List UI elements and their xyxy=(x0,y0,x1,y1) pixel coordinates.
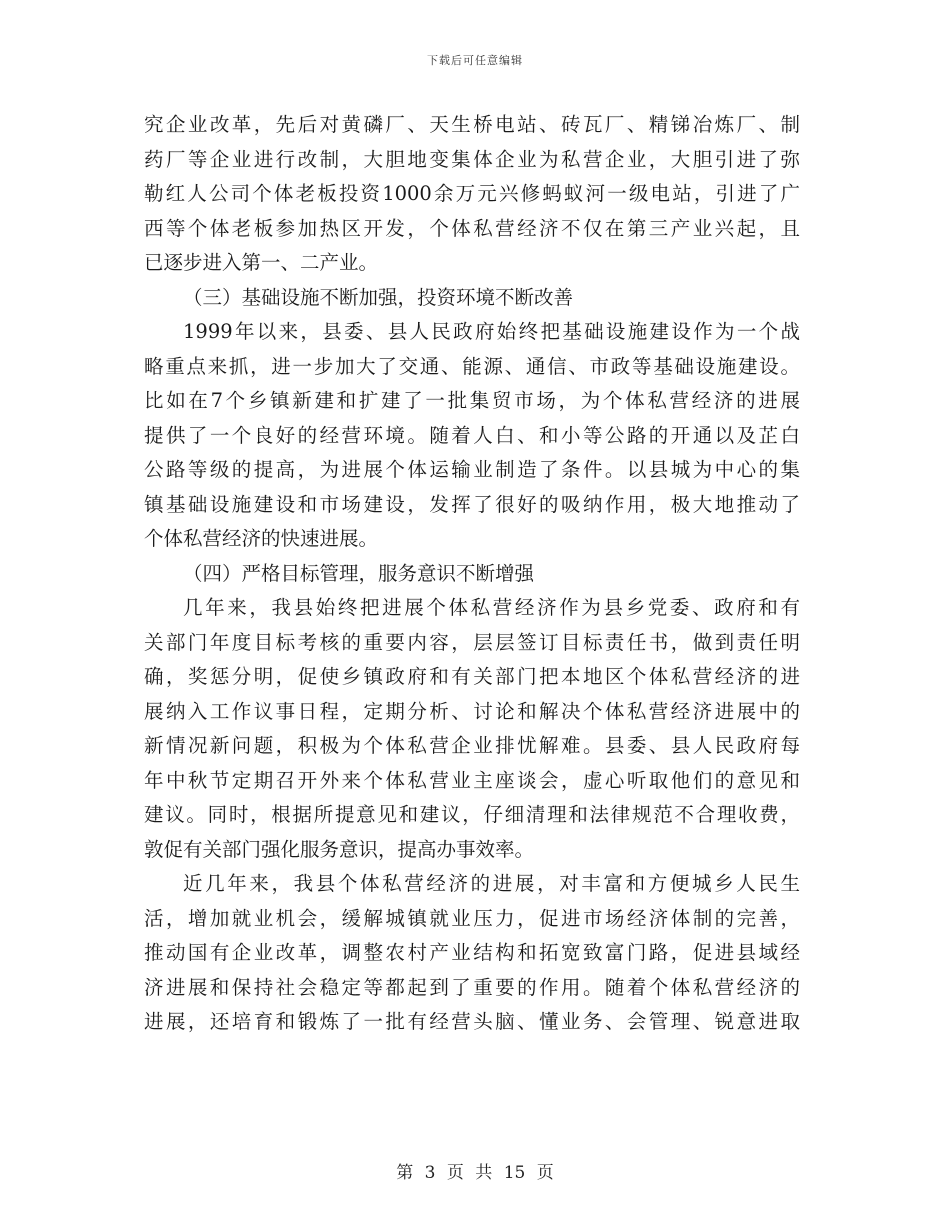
text-line: 济进展和保持社会稳定等都起到了重要的作用。随着个体私营经济的 xyxy=(144,975,800,999)
text-line: 西等个体老板参加热区开发，个体私营经济不仅在第三产业兴起，且 xyxy=(144,216,800,240)
text-line: 关部门年度目标考核的重要内容，层层签订目标责任书，做到责任明 xyxy=(144,630,800,654)
text-line: 几年来，我县始终把进展个体私营经济作为县乡党委、政府和有 xyxy=(183,596,800,619)
text-line: 略重点来抓，进一步加大了交通、能源、通信、市政等基础设施建设。 xyxy=(144,354,800,378)
text-line: 个体私营经济的快速进展。 xyxy=(144,527,379,550)
text-line: 新情况新问题，积极为个体私营企业排忧解难。县委、县人民政府每 xyxy=(144,734,800,757)
document-body xyxy=(144,108,800,1040)
text-line: 药厂等企业进行改制，大胆地变集体企业为私营企业，大胆引进了弥 xyxy=(144,147,800,171)
page-header: 下载后可任意编辑 xyxy=(427,54,523,67)
text-line: 确，奖惩分明，促使乡镇政府和有关部门把本地区个体私营经济的进 xyxy=(144,665,800,688)
text-line: 镇基础设施建设和市场建设，发挥了很好的吸纳作用，极大地推动了 xyxy=(144,492,800,516)
text-line: 展纳入工作议事日程，定期分析、讨论和解决个体私营经济进展中的 xyxy=(144,699,800,723)
section-heading: （四）严格目标管理，服务意识不断增强 xyxy=(183,561,535,585)
text-line: 近几年来，我县个体私营经济的进展，对丰富和方便城乡人民生 xyxy=(183,872,800,895)
text-line: 比如在7个乡镇新建和扩建了一批集贸市场，为个体私营经济的进展 xyxy=(144,389,800,412)
text-line: 推动国有企业改革，调整农村产业结构和拓宽致富门路，促进县域经 xyxy=(144,941,800,964)
text-line: 活，增加就业机会，缓解城镇就业压力，促进市场经济体制的完善， xyxy=(144,906,800,930)
page-footer: 第 3 页 共 15 页 xyxy=(396,1163,554,1183)
text-line: 提供了一个良好的经营环境。随着人白、和小等公路的开通以及芷白 xyxy=(144,423,800,447)
text-line: 1999年以来，县委、县人民政府始终把基础设施建设作为一个战 xyxy=(183,320,800,343)
text-line: 年中秋节定期召开外来个体私营业主座谈会，虚心听取他们的意见和 xyxy=(144,768,800,792)
text-line: 究企业改革，先后对黄磷厂、天生桥电站、砖瓦厂、精锑冶炼厂、制 xyxy=(144,113,800,136)
text-line: 已逐步进入第一、二产业。 xyxy=(144,251,379,274)
section-heading: （三）基础设施不断加强，投资环境不断改善 xyxy=(183,285,574,309)
text-line: 建议。同时，根据所提意见和建议，仔细清理和法律规范不合理收费， xyxy=(144,803,800,826)
text-line: 公路等级的提高，为进展个体运输业制造了条件。以县城为中心的集 xyxy=(144,458,800,481)
text-line: 敦促有关部门强化服务意识，提高办事效率。 xyxy=(144,837,535,861)
text-line: 勒红人公司个体老板投资1000余万元兴修蚂蚁河一级电站，引进了广 xyxy=(144,182,800,205)
text-line: 进展，还培育和锻炼了一批有经营头脑、懂业务、会管理、锐意进取 xyxy=(144,1010,800,1033)
